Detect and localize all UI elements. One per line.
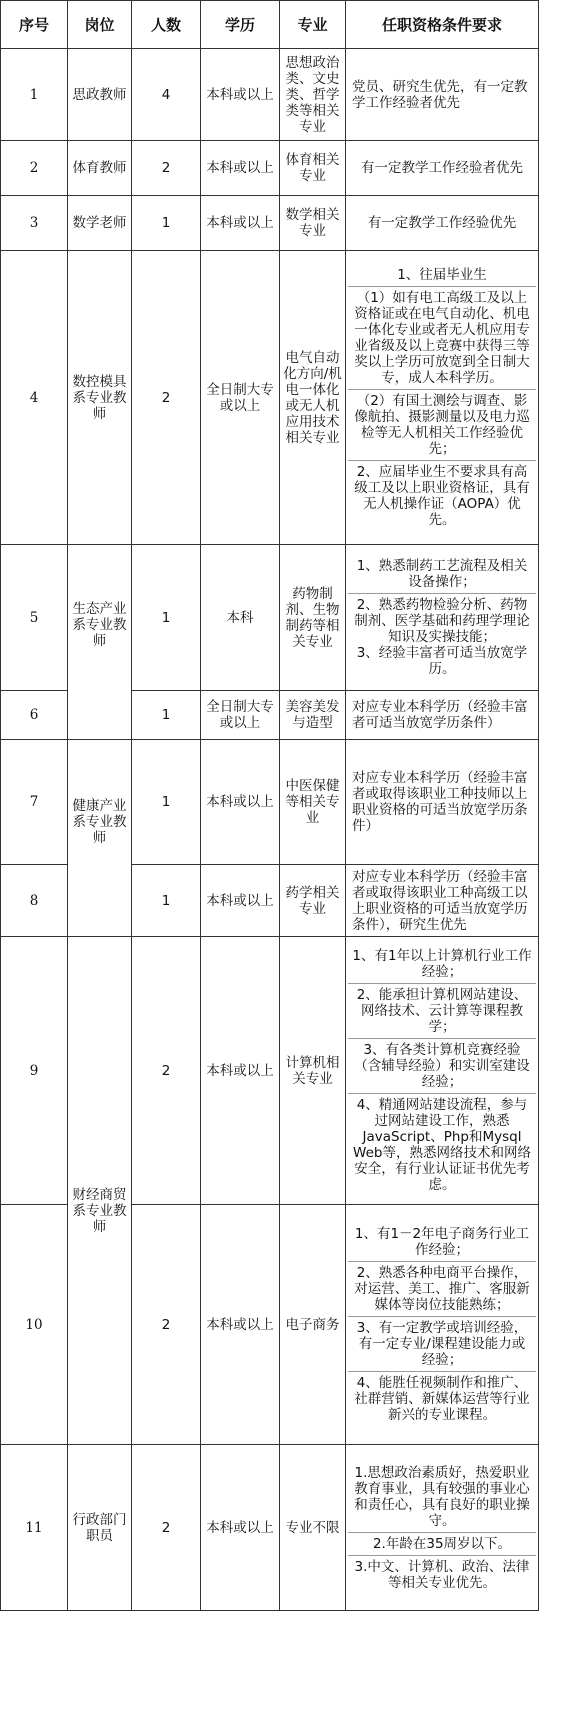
- requirement-paragraph: 3、有各类计算机竞赛经验（含辅导经验）和实训室建设经验；: [348, 1039, 536, 1094]
- table-row: [1, 251, 539, 545]
- requirement-paragraph: 1、有1－2年电子商务行业工作经验；: [348, 1223, 536, 1262]
- cell-requirements: [346, 937, 539, 1205]
- cell-education: 本科或以上: [201, 1205, 280, 1445]
- cell-count: 1: [132, 691, 201, 740]
- requirement-paragraph: 对应专业本科学历（经验丰富者可适当放宽学历条件）: [352, 699, 528, 731]
- requirement-paragraph: 对应专业本科学历（经验丰富者或取得该职业工种高级工以上职业资格的可适当放宽学历条件），研究生优先: [352, 868, 528, 933]
- requirement-paragraph: 2.年龄在35周岁以下。: [348, 1533, 536, 1556]
- table-row: [1, 740, 539, 865]
- header-post: 岗位: [68, 1, 132, 49]
- cell-education: 本科或以上: [201, 196, 280, 251]
- cell-count: 1: [132, 865, 201, 937]
- requirement-paragraph: 4、能胜任视频制作和推广、社群营销、新媒体运营等行业新兴的专业课程。: [354, 1375, 530, 1423]
- cell-education: 本科或以上: [201, 865, 280, 937]
- cell-requirements: [346, 251, 539, 545]
- cell-education: 本科或以上: [201, 1445, 280, 1611]
- requirement-paragraph: 有一定教学工作经验优先: [367, 215, 517, 231]
- requirement-paragraph: 有一定教学工作经验者优先: [361, 160, 523, 176]
- cell-post: 健康产业系专业教师: [68, 740, 132, 937]
- cell-count: 2: [132, 1205, 201, 1445]
- cell-seq: 9: [1, 937, 68, 1205]
- cell-count: 2: [132, 251, 201, 545]
- table-row: [1, 49, 539, 141]
- cell-seq: 3: [1, 196, 68, 251]
- requirement-paragraph: 2、熟悉药物检验分析、药物制剂、医学基础和药理学理论知识及实操技能； 3、经验丰富者可适当放宽学历。: [354, 597, 530, 677]
- requirement-paragraph: （1）如有电工高级工及以上资格证或在电气自动化、机电一体化专业或者无人机应用专业省级及以上竞赛中获得三等奖以上学历可放宽到全日制大专，成人本科学历。: [348, 287, 536, 390]
- requirement-paragraph: 对应专业本科学历（经验丰富者或取得该职业工种技师以上职业资格的可适当放宽学历条件）: [352, 770, 528, 834]
- cell-major: 电气自动化方向/机电一体化或无人机应用技术相关专业: [280, 251, 346, 545]
- header-education: 学历: [201, 1, 280, 49]
- cell-requirements: [346, 141, 539, 196]
- requirement-paragraph: 1.思想政治素质好，热爱职业教育事业，具有较强的事业心和责任心，具有良好的职业操守。: [348, 1462, 536, 1533]
- requirement-paragraph: 1、往届毕业生: [348, 264, 536, 287]
- table-row: [1, 937, 539, 1205]
- requirement-paragraph: 2、熟悉各种电商平台操作，对运营、美工、推广、客服新媒体等岗位技能熟练；: [348, 1262, 536, 1317]
- header-seq: 序号: [1, 1, 68, 49]
- cell-post: 数学老师: [68, 196, 132, 251]
- cell-major: 中医保健等相关专业: [280, 740, 346, 865]
- cell-count: 1: [132, 740, 201, 865]
- table-row: [1, 141, 539, 196]
- cell-major: 药物制剂、生物制药等相关专业: [280, 545, 346, 691]
- cell-education: 本科或以上: [201, 49, 280, 141]
- cell-education: 本科: [201, 545, 280, 691]
- requirement-paragraph: 4、精通网站建设流程，参与过网站建设工作，熟悉JavaScript、Php和Mysql Web等，熟悉网络技术和网络安全，有行业认证证书优先考虑。: [353, 1097, 531, 1193]
- cell-education: 本科或以上: [201, 740, 280, 865]
- cell-post: 思政教师: [68, 49, 132, 141]
- cell-seq: 11: [1, 1445, 68, 1611]
- cell-seq: 4: [1, 251, 68, 545]
- cell-seq: 6: [1, 691, 68, 740]
- cell-seq: 5: [1, 545, 68, 691]
- cell-count: 1: [132, 545, 201, 691]
- cell-post: 体育教师: [68, 141, 132, 196]
- requirement-paragraph: 2、能承担计算机网站建设、网络技术、云计算等课程教学；: [348, 984, 536, 1039]
- cell-post: 数控模具系专业教师: [68, 251, 132, 545]
- cell-major: 数学相关专业: [280, 196, 346, 251]
- header-requirements: 任职资格条件要求: [346, 1, 539, 49]
- cell-major: 思想政治类、文史类、哲学类等相关专业: [280, 49, 346, 141]
- cell-seq: 2: [1, 141, 68, 196]
- cell-post: 行政部门职员: [68, 1445, 132, 1611]
- cell-count: 1: [132, 196, 201, 251]
- cell-major: 电子商务: [280, 1205, 346, 1445]
- cell-count: 4: [132, 49, 201, 141]
- header-row: [1, 1, 539, 49]
- cell-post: 财经商贸系专业教师: [68, 937, 132, 1445]
- requirement-paragraph: （2）有国土测绘与调查、影像航拍、摄影测量以及电力巡检等无人机相关工作经验优先；: [348, 390, 536, 461]
- requirement-paragraph: 党员、研究生优先，有一定教学工作经验者优先: [352, 78, 528, 111]
- cell-seq: 7: [1, 740, 68, 865]
- cell-education: 全日制大专或以上: [201, 691, 280, 740]
- cell-post: 生态产业系专业教师: [68, 545, 132, 740]
- cell-count: 2: [132, 937, 201, 1205]
- cell-seq: 10: [1, 1205, 68, 1445]
- requirement-paragraph: 2、应届毕业生不要求具有高级工及以上职业资格证，具有无人机操作证（AOPA）优先。: [354, 464, 530, 528]
- cell-requirements: [346, 865, 539, 937]
- cell-requirements: [346, 196, 539, 251]
- cell-count: 2: [132, 1445, 201, 1611]
- cell-requirements: [346, 691, 539, 740]
- cell-count: 2: [132, 141, 201, 196]
- requirement-paragraph: 1、熟悉制药工艺流程及相关设备操作；: [348, 555, 536, 594]
- cell-requirements: [346, 1205, 539, 1445]
- cell-major: 计算机相关专业: [280, 937, 346, 1205]
- cell-major: 药学相关专业: [280, 865, 346, 937]
- cell-seq: 1: [1, 49, 68, 141]
- header-major: 专业: [280, 1, 346, 49]
- table-row: [1, 196, 539, 251]
- cell-requirements: [346, 1445, 539, 1611]
- cell-seq: 8: [1, 865, 68, 937]
- cell-education: 本科或以上: [201, 937, 280, 1205]
- cell-education: 全日制大专或以上: [201, 251, 280, 545]
- table-row: [1, 1445, 539, 1611]
- requirement-paragraph: 3.中文、计算机、政治、法律等相关专业优先。: [354, 1558, 530, 1591]
- requirement-paragraph: 1、有1年以上计算机行业工作经验；: [348, 945, 536, 984]
- cell-major: 体育相关专业: [280, 141, 346, 196]
- cell-requirements: [346, 49, 539, 141]
- requirement-paragraph: 3、有一定教学或培训经验，有一定专业/课程建设能力或经验；: [348, 1317, 536, 1372]
- table-row: [1, 545, 539, 691]
- header-count: 人数: [132, 1, 201, 49]
- cell-major: 专业不限: [280, 1445, 346, 1611]
- cell-requirements: [346, 545, 539, 691]
- cell-education: 本科或以上: [201, 141, 280, 196]
- cell-major: 美容美发与造型: [280, 691, 346, 740]
- cell-requirements: [346, 740, 539, 865]
